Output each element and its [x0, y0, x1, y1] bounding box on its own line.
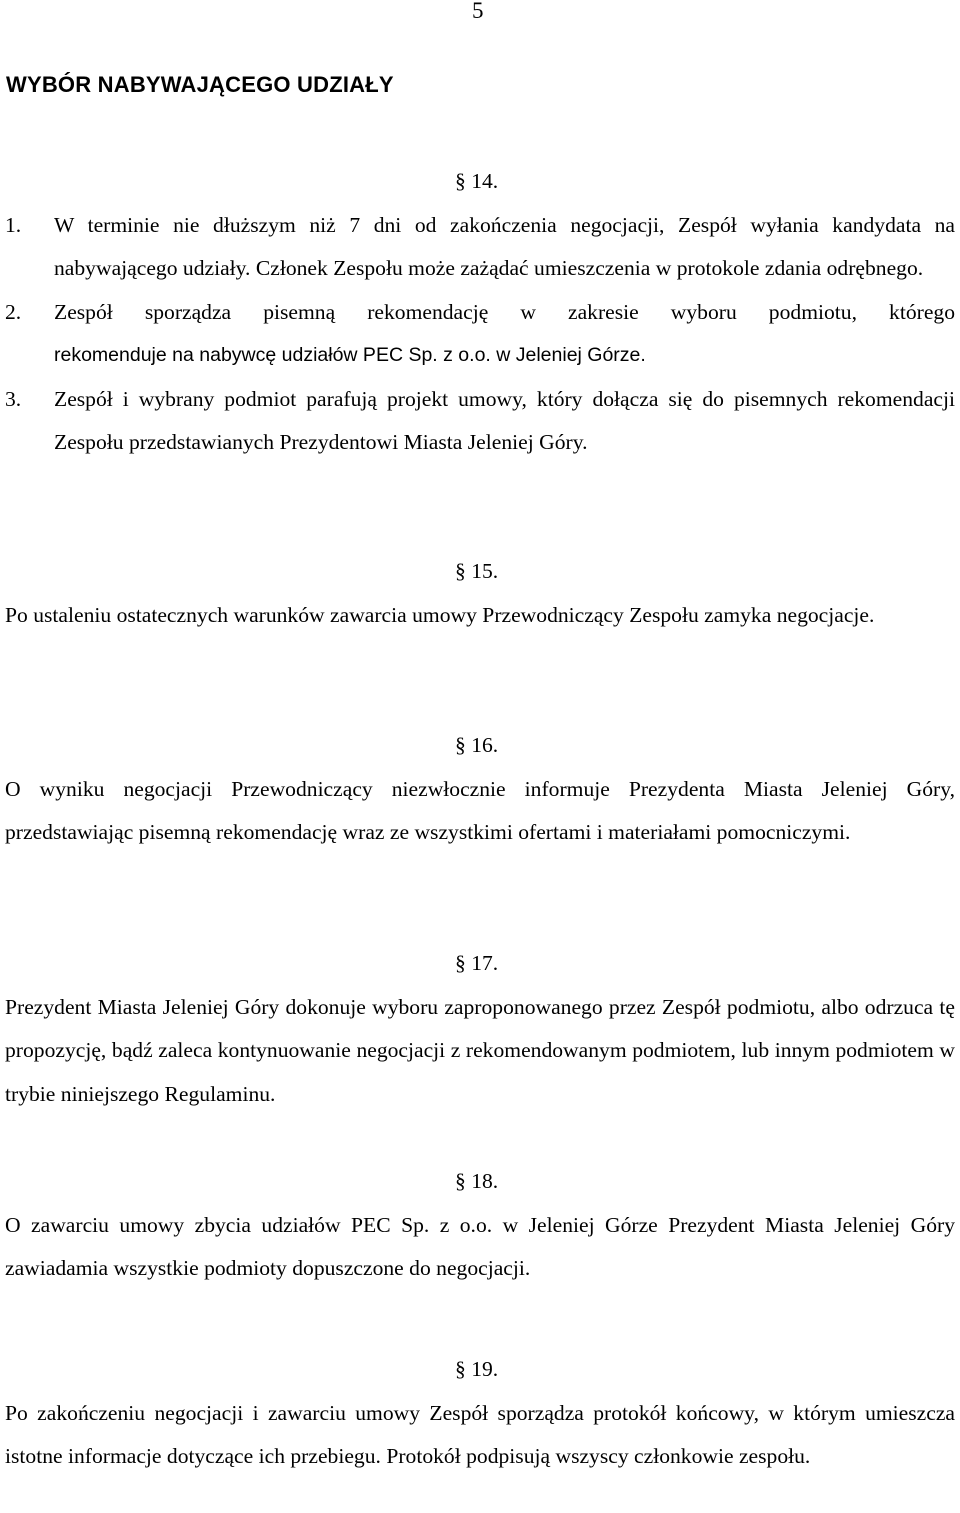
paragraph-symbol: § 14. [455, 169, 499, 193]
paragraph-text: Prezydent Miasta Jeleniej Góry dokonuje wyboru zaproponowanego przez Zespół podmiotu, albo odrzuca tę propozycję, bądź zaleca kontynuowanie negocjacji z rekomendowanym podmiotem, lub innym podmiotem w trybie niniejszego Regulaminu. [5, 994, 955, 1106]
paragraph-symbol: § 16. [455, 733, 499, 757]
page-number: 5 [472, 0, 484, 23]
section-16 [0, 724, 960, 855]
list-item [0, 204, 960, 291]
section-14 [0, 160, 960, 465]
list-item [0, 378, 960, 465]
item-number: 3. [5, 386, 22, 411]
paragraph-symbol: § 18. [455, 1169, 499, 1193]
paragraph-text: Po zakończeniu negocjacji i zawarciu umowy Zespół sporządza protokół końcowy, w którym umieszcza istotne informacje dotyczące ich przebiegu. Protokół podpisują wszyscy członkowie zespołu. [5, 1400, 955, 1468]
section-17 [0, 942, 960, 1116]
section-18 [0, 1160, 960, 1291]
paragraph-text: O wyniku negocjacji Przewodniczący niezwłocznie informuje Prezydenta Miasta Jeleniej Góry, przedstawiając pisemną rekomendację wraz ze wszystkimi ofertami i materiałami pomocniczymi. [5, 776, 955, 844]
paragraph-symbol: § 19. [455, 1357, 499, 1381]
item-number: 2. [5, 299, 22, 324]
item-number: 1. [5, 212, 22, 237]
section-heading: WYBÓR NABYWAJĄCEGO UDZIAŁY [6, 72, 394, 97]
paragraph-symbol: § 15. [455, 559, 499, 583]
paragraph-text: Po ustaleniu ostatecznych warunków zawarcia umowy Przewodniczący Zespołu zamyka negocjacje. [5, 602, 875, 627]
paragraph-text: O zawarciu umowy zbycia udziałów PEC Sp. z o.o. w Jeleniej Górze Prezydent Miasta Jeleniej Góry zawiadamia wszystkie podmioty dopuszczone do negocjacji. [5, 1212, 955, 1280]
item-text: Zespół sporządza pisemną rekomendację w zakresie wyboru podmiotu, którego [54, 299, 955, 324]
item-text: W terminie nie dłuższym niż 7 dni od zakończenia negocjacji, Zespół wyłania kandydata na nabywającego udziały. Członek Zespołu może zażądać umieszczenia w protokole zdania odrębnego. [54, 212, 955, 280]
section-15 [0, 550, 960, 637]
item-text: rekomenduje na nabywcę udziałów PEC Sp. z o.o. w Jeleniej Górze. [54, 344, 646, 366]
list-item-continuation [0, 334, 960, 378]
paragraph-symbol: § 17. [455, 951, 499, 975]
section-19 [0, 1348, 960, 1479]
list-item [0, 291, 960, 335]
item-text: Zespół i wybrany podmiot parafują projekt umowy, który dołącza się do pisemnych rekomendacji Zespołu przedstawianych Prezydentowi Miasta Jeleniej Góry. [54, 386, 955, 454]
